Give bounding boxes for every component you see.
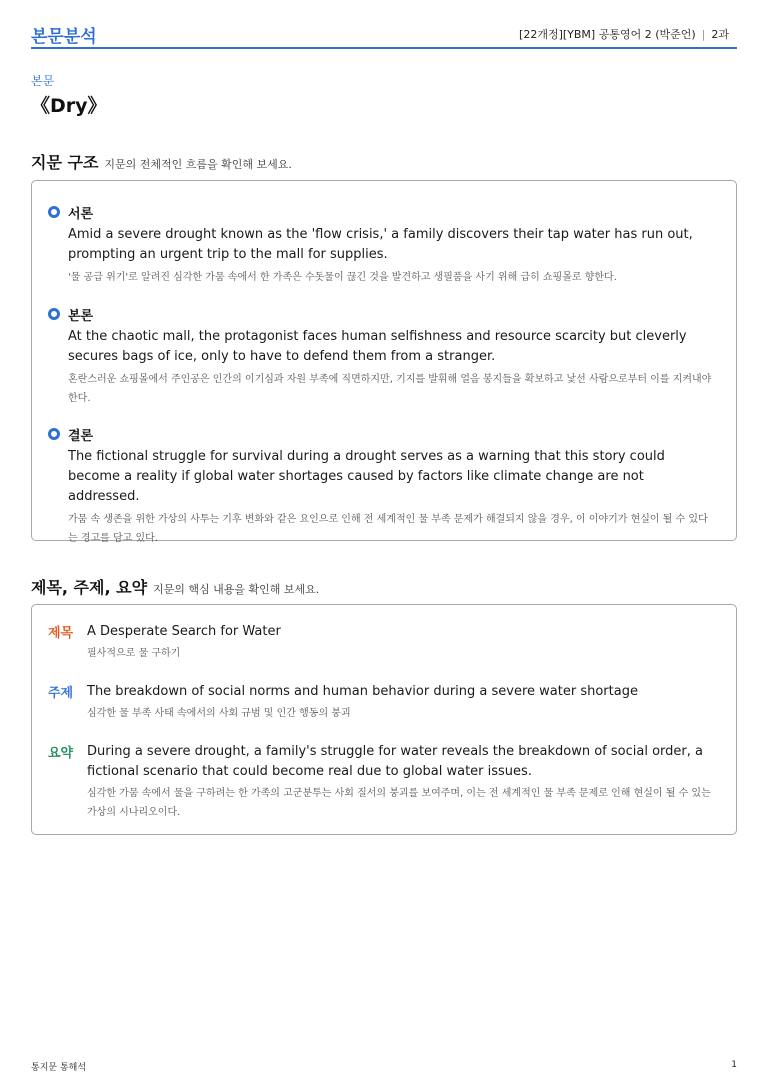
structure-korean: 가뭄 속 생존을 위한 가상의 사투는 기후 변화와 같은 요인으로 인해 전 세계적인 물 부족 문제가 해결되지 않을 경우, 이 이야기가 현실이 될 수 있다는 경고를 담고 있다. (68, 514, 708, 544)
header-separator: | (701, 28, 706, 41)
summary-english: The breakdown of social norms and human behavior during a severe water shortage (87, 684, 638, 699)
structure-korean: '물 공급 위기'로 알려진 심각한 가뭄 속에서 한 가족은 수돗물이 끊긴 것을 발견하고 생필품을 사기 위해 급히 쇼핑몰로 향한다. (68, 272, 617, 283)
summary-box (31, 604, 737, 835)
page-number: 1 (731, 1060, 737, 1070)
summary-english: During a severe drought, a family's struggle for water reveals the breakdown of social order, a fictional scenario that could become real due to global water issues. (87, 744, 703, 779)
structure-subheading: 지문의 전체적인 흐름을 확인해 보세요. (104, 158, 292, 171)
structure-english: Amid a severe drought known as the 'flow crisis,' a family discovers their tap water has run out, prompting an urgent trip to the mall for supplies. (68, 227, 693, 262)
summary-label: 주제 (48, 686, 74, 701)
summary-item-topic (48, 682, 720, 723)
page-header (31, 20, 737, 49)
summary-subheading: 지문의 핵심 내용을 확인해 보세요. (153, 583, 320, 596)
structure-heading (31, 150, 292, 173)
lesson-number: 2과 (711, 28, 729, 41)
structure-english: At the chaotic mall, the protagonist faces human selfishness and resource scarcity but cleverly secures bags of ice, only to have to defend them from a stranger. (68, 329, 687, 364)
structure-item-conclusion (48, 425, 716, 548)
structure-item-intro (48, 203, 716, 287)
summary-label: 요약 (48, 746, 74, 761)
structure-label: 결론 (68, 429, 94, 444)
summary-label: 제목 (48, 626, 74, 641)
summary-english: A Desperate Search for Water (87, 624, 281, 639)
book-title: [22개정][YBM] 공통영어 2 (박준언) (519, 28, 696, 41)
structure-label: 본론 (68, 309, 94, 324)
summary-heading (31, 575, 319, 598)
structure-korean: 혼란스러운 쇼핑몰에서 주인공은 인간의 이기심과 자원 부족에 직면하지만, 기지를 발휘해 얼음 봉지들을 확보하고 낯선 사람으로부터 이를 지켜내야 한다. (68, 374, 712, 404)
structure-heading-text: 지문 구조 (31, 153, 99, 172)
structure-english: The fictional struggle for survival during a drought serves as a warning that this story could become a reality if global water shortages caused by factors like climate change are not addressed. (68, 449, 665, 504)
summary-korean: 필사적으로 물 구하기 (87, 648, 181, 659)
structure-item-body (48, 305, 716, 408)
footer-label: 통지문 통해석 (31, 1063, 87, 1073)
circle-bullet-icon (48, 206, 60, 218)
structure-box (31, 180, 737, 544)
header-title: 본문분석 (31, 27, 97, 47)
passage-title: 《Dry》 (31, 95, 107, 117)
circle-bullet-icon (48, 308, 60, 320)
structure-label: 서론 (68, 207, 94, 222)
summary-item-summary (48, 742, 720, 822)
summary-korean: 심각한 물 부족 사태 속에서의 사회 규범 및 인간 행동의 붕괴 (87, 708, 351, 719)
summary-item-title (48, 622, 720, 663)
header-meta (519, 26, 729, 42)
circle-bullet-icon (48, 428, 60, 440)
summary-korean: 심각한 가뭄 속에서 물을 구하려는 한 가족의 고군분투는 사회 질서의 붕괴를 보여주며, 이는 전 세계적인 물 부족 문제로 인해 현실이 될 수 있는 가상의 시나리오이다. (87, 788, 711, 818)
passage-eyebrow: 본문 (31, 74, 55, 88)
summary-heading-text: 제목, 주제, 요약 (31, 578, 148, 597)
